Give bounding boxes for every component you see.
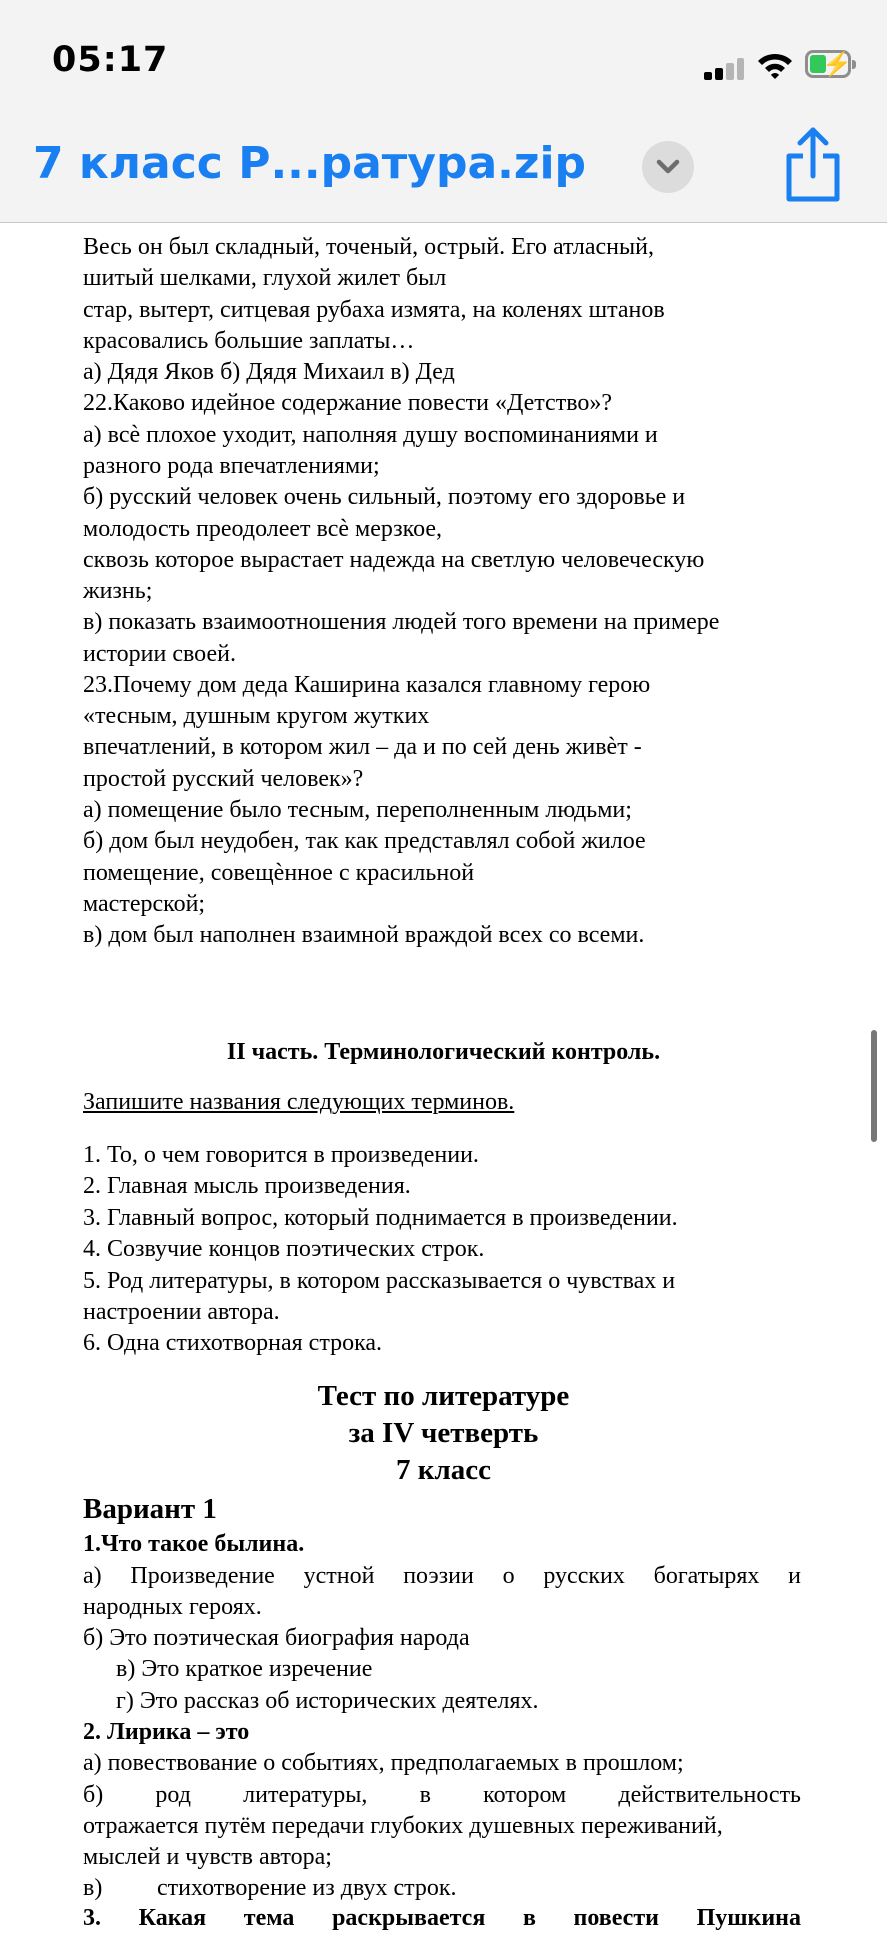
- text-line: б) дом был неудобен, так как представлял собой жилое: [83, 828, 646, 854]
- answer-options: а) Дядя Яков б) Дядя Михаил в) Дед: [83, 359, 455, 385]
- document-title[interactable]: 7 класс Р...ратура.zip: [33, 138, 587, 189]
- text-line: разного рода впечатлениями;: [83, 453, 380, 479]
- term-item: 5. Род литературы, в котором рассказывается о чувствах и: [83, 1268, 676, 1294]
- answer-line: а) повествование о событиях, предполагаемых в прошлом;: [83, 1750, 684, 1776]
- scroll-indicator[interactable]: [871, 1030, 877, 1142]
- answer-line: народных героях.: [83, 1594, 262, 1620]
- text-line: красовались большие заплаты…: [83, 328, 415, 354]
- wifi-icon: [756, 50, 794, 80]
- share-button[interactable]: [782, 124, 844, 204]
- share-icon: [782, 124, 844, 204]
- text-line: впечатлений, в котором жил – да и по сей день живѐт -: [83, 734, 642, 760]
- part2-heading: II часть. Терминологический контроль.: [226, 1039, 661, 1065]
- question-2: 2. Лирика – это: [83, 1719, 250, 1745]
- test-title-line: за IV четверть: [348, 1417, 539, 1449]
- chevron-down-icon: [642, 141, 694, 193]
- text-line: жизнь;: [83, 578, 153, 604]
- text-line: стар, вытерт, ситцевая рубаха измята, на коленях штанов: [83, 297, 665, 323]
- answer-line: стихотворение из двух строк.: [157, 1875, 457, 1901]
- text-line: мастерской;: [83, 891, 206, 917]
- question-3-partial: 3. Какая тема раскрывается в повести Пушкина: [83, 1905, 801, 1931]
- answer-line: б) Это поэтическая биография народа: [83, 1625, 470, 1651]
- term-item: настроении автора.: [83, 1299, 280, 1325]
- question-23: 23.Почему дом деда Каширина казался главному герою: [83, 672, 651, 698]
- cellular-signal-icon: [704, 58, 744, 80]
- answer-line: отражается путём передачи глубоких душевных переживаний,: [83, 1813, 723, 1839]
- test-title-line: Тест по литературе: [317, 1380, 570, 1412]
- part2-instruction: Запишите названия следующих терминов.: [83, 1089, 515, 1115]
- answer-line: в) Это краткое изречение: [116, 1656, 373, 1682]
- status-time: 05:17: [52, 40, 169, 80]
- answer-line: а) Произведение устной поэзии о русских богатырях и: [83, 1563, 801, 1589]
- term-item: 2. Главная мысль произведения.: [83, 1173, 411, 1199]
- text-line: б) русский человек очень сильный, поэтому его здоровье и: [83, 484, 686, 510]
- text-line: сквозь которое вырастает надежда на светлую человеческую: [83, 547, 705, 573]
- text-line: «тесным, душным кругом жутких: [83, 703, 430, 729]
- answer-line: б) род литературы, в котором действительность: [83, 1782, 801, 1808]
- variant-heading: Вариант 1: [83, 1493, 217, 1525]
- text-line: помещение, совещѐнное с красильной: [83, 860, 475, 886]
- answer-line: мыслей и чувств автора;: [83, 1844, 332, 1870]
- term-item: 6. Одна стихотворная строка.: [83, 1330, 383, 1356]
- title-menu-button[interactable]: [642, 141, 694, 193]
- answer-line: г) Это рассказ об исторических деятелях.: [116, 1688, 539, 1714]
- term-item: 1. То, о чем говорится в произведении.: [83, 1142, 479, 1168]
- test-title-line: 7 класс: [396, 1454, 491, 1486]
- text-line: шитый шелками, глухой жилет был: [83, 265, 447, 291]
- text-line: в) показать взаимоотношения людей того времени на примере: [83, 609, 720, 635]
- text-line: а) помещение было тесным, переполненным людьми;: [83, 797, 632, 823]
- top-bar: [0, 0, 887, 223]
- answer-label: в): [83, 1875, 103, 1901]
- text-line: простой русский человек»?: [83, 766, 364, 792]
- term-item: 4. Созвучие концов поэтических строк.: [83, 1236, 485, 1262]
- text-line: молодость преодолеет всѐ мерзкое,: [83, 516, 443, 542]
- question-1: 1.Что такое былина.: [83, 1531, 305, 1557]
- text-line: в) дом был наполнен взаимной враждой всех со всеми.: [83, 922, 645, 948]
- text-line: Весь он был складный, точеный, острый. Его атласный,: [83, 234, 654, 260]
- text-line: а) всѐ плохое уходит, наполняя душу воспоминаниями и: [83, 422, 658, 448]
- battery-charging-icon: ⚡: [805, 50, 851, 78]
- term-item: 3. Главный вопрос, который поднимается в произведении.: [83, 1205, 678, 1231]
- text-line: истории своей.: [83, 641, 236, 667]
- question-22: 22.Каково идейное содержание повести «Детство»?: [83, 390, 613, 416]
